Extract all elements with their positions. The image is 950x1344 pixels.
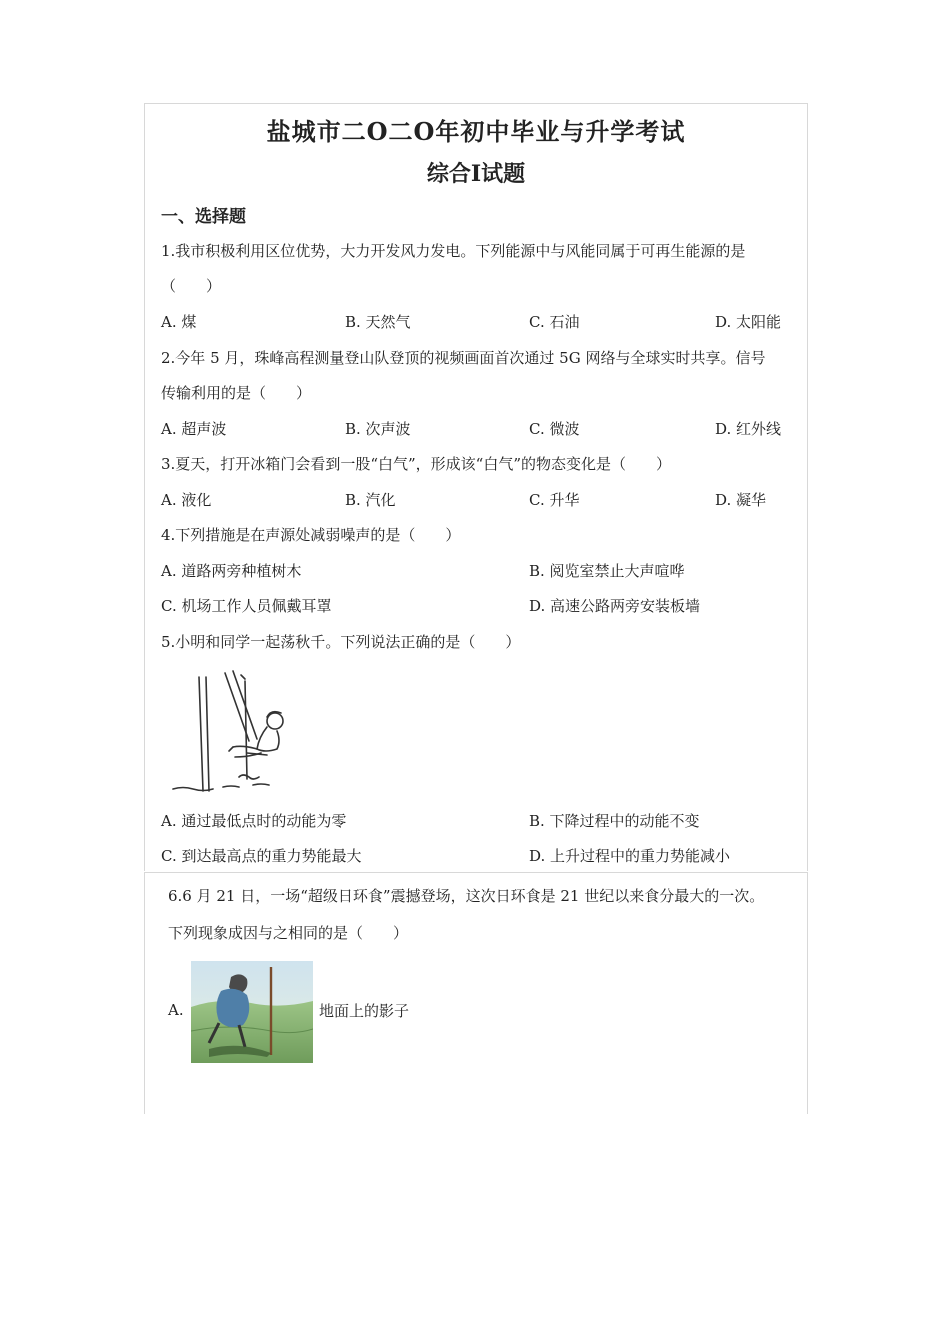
exam-page-1 — [144, 103, 808, 871]
question-6-line-1: 6.6 月 21 日，一场“超级日环食”震撼登场，这次日环食是 21 世纪以来食分最大的一次。 — [168, 887, 765, 905]
swing-illustration — [163, 669, 293, 797]
exam-title: 盐城市二O二O年初中毕业与升学考试 — [266, 117, 686, 146]
q1-option-c: C. 石油 — [529, 313, 580, 331]
q5-option-b: B. 下降过程中的动能不变 — [529, 812, 700, 830]
q2-option-c: C. 微波 — [529, 420, 580, 438]
question-6-line-2: 下列现象成因与之相同的是（ ） — [168, 924, 409, 942]
section-heading: 一、选择题 — [161, 207, 246, 227]
q6-option-a-label: A. — [168, 1001, 184, 1019]
question-2-line-2: 传输利用的是（ ） — [161, 384, 312, 402]
q5-option-c: C. 到达最高点的重力势能最大 — [161, 847, 362, 865]
question-5-line-1: 5.小明和同学一起荡秋千。下列说法正确的是（ ） — [161, 633, 521, 651]
exam-subtitle: 综合Ⅰ试题 — [426, 161, 526, 187]
q5-option-a: A. 通过最低点时的动能为零 — [161, 812, 347, 830]
q4-option-a: A. 道路两旁种植树木 — [161, 562, 302, 580]
question-2-line-1: 2.今年 5 月，珠峰高程测量登山队登顶的视频画面首次通过 5G 网络与全球实时共享。信号 — [161, 349, 766, 367]
q4-option-c: C. 机场工作人员佩戴耳罩 — [161, 597, 332, 615]
q2-option-a: A. 超声波 — [161, 420, 227, 438]
q3-option-d: D. 凝华 — [715, 491, 767, 509]
q3-option-c: C. 升华 — [529, 491, 580, 509]
q2-option-d: D. 红外线 — [715, 420, 782, 438]
q5-option-d: D. 上升过程中的重力势能减小 — [529, 847, 731, 865]
q3-option-b: B. 汽化 — [345, 491, 396, 509]
q4-option-b: B. 阅览室禁止大声喧哗 — [529, 562, 685, 580]
question-1-line-1: 1.我市积极利用区位优势，大力开发风力发电。下列能源中与风能同属于可再生能源的是 — [161, 242, 746, 260]
q1-option-a: A. 煤 — [161, 313, 197, 331]
exam-page-2 — [144, 872, 808, 1114]
q4-option-d: D. 高速公路两旁安装板墙 — [529, 597, 701, 615]
q6-option-a-text: 地面上的影子 — [319, 1002, 410, 1020]
question-3-line-1: 3.夏天，打开冰箱门会看到一股“白气”，形成该“白气”的物态变化是（ ） — [161, 455, 671, 473]
q3-option-a: A. 液化 — [161, 491, 212, 509]
question-4-line-1: 4.下列措施是在声源处减弱噪声的是（ ） — [161, 526, 461, 544]
q1-option-b: B. 天然气 — [345, 313, 411, 331]
q2-option-b: B. 次声波 — [345, 420, 411, 438]
q1-option-d: D. 太阳能 — [715, 313, 782, 331]
ground-shadow-photo — [191, 961, 313, 1063]
question-1-line-2: （ ） — [161, 277, 222, 295]
